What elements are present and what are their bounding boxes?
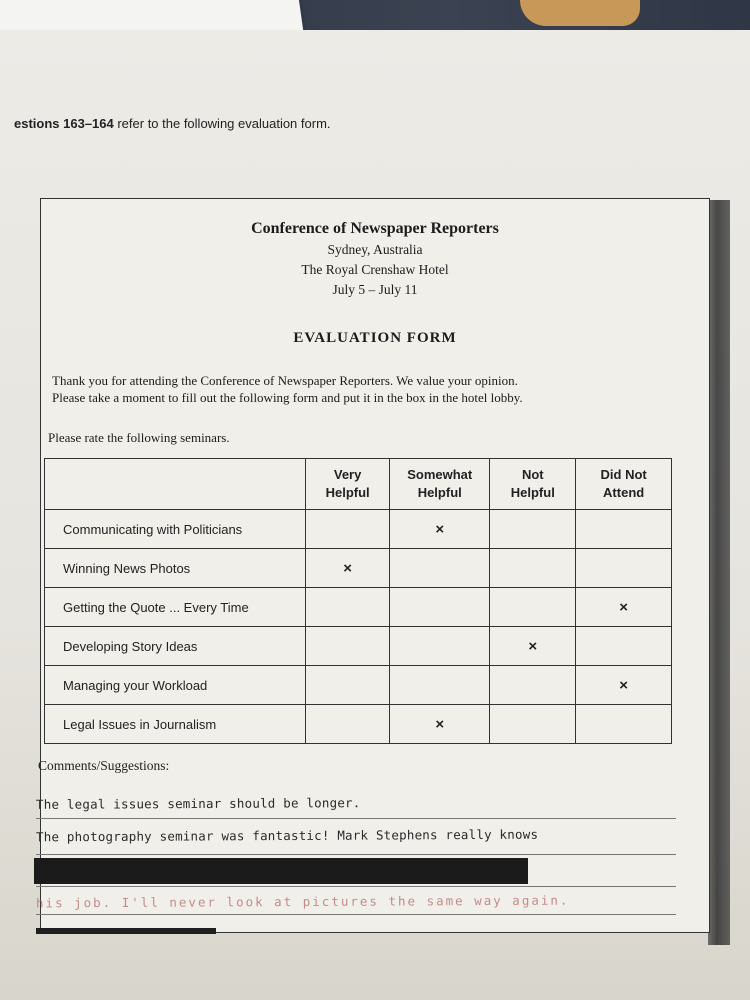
rating-cell bbox=[390, 627, 490, 666]
rating-mark-icon: × bbox=[619, 676, 629, 694]
header-somewhat-helpful: Somewhat Helpful bbox=[390, 459, 490, 510]
seminar-name: Communicating with Politicians bbox=[45, 510, 306, 549]
rating-cell bbox=[306, 588, 390, 627]
rating-cell bbox=[490, 549, 576, 588]
table-row bbox=[45, 666, 672, 705]
question-instruction: refer to the following evaluation form. bbox=[113, 116, 331, 131]
question-numbers: estions 163–164 bbox=[14, 116, 114, 131]
intro-text bbox=[52, 372, 672, 406]
comment-rule bbox=[36, 914, 676, 915]
intro-line: Thank you for attending the Conference of Newspaper Reporters. We value your opinion. bbox=[52, 373, 518, 388]
rate-prompt: Please rate the following seminars. bbox=[48, 430, 230, 445]
rating-cell bbox=[306, 705, 390, 744]
page-bottom-mark bbox=[36, 928, 216, 934]
conference-dates: July 5 – July 11 bbox=[332, 282, 418, 297]
conference-city: Sydney, Australia bbox=[327, 242, 423, 257]
table-row bbox=[45, 588, 672, 627]
table-row bbox=[45, 627, 672, 666]
rating-cell bbox=[490, 510, 576, 549]
intro-line: Please take a moment to fill out the following form and put it in the box in the hotel lobby. bbox=[52, 390, 523, 405]
comment-line: The photography seminar was fantastic! Mark Stephens really knows bbox=[35, 826, 539, 845]
redaction-bar bbox=[34, 858, 528, 884]
seminar-name: Getting the Quote ... Every Time bbox=[45, 588, 306, 627]
rating-cell bbox=[390, 666, 490, 705]
form-title: EVALUATION FORM bbox=[293, 330, 457, 346]
seminar-name: Developing Story Ideas bbox=[45, 627, 306, 666]
rating-cell bbox=[576, 627, 672, 666]
rating-cell bbox=[576, 588, 672, 627]
seminar-name: Winning News Photos bbox=[45, 549, 306, 588]
rating-cell bbox=[490, 588, 576, 627]
rating-cell bbox=[306, 510, 390, 549]
background-orange-object bbox=[520, 0, 640, 26]
rating-cell bbox=[390, 510, 490, 549]
rating-cell bbox=[576, 705, 672, 744]
rating-cell bbox=[576, 549, 672, 588]
rating-cell bbox=[576, 666, 672, 705]
seminar-name: Legal Issues in Journalism bbox=[45, 705, 306, 744]
question-header bbox=[14, 116, 331, 131]
table-header-row bbox=[45, 459, 672, 510]
seminar-rating-table bbox=[44, 458, 672, 744]
header-very-helpful: Very Helpful bbox=[306, 459, 390, 510]
table-row bbox=[45, 549, 672, 588]
rating-mark-icon: × bbox=[528, 637, 538, 655]
rating-mark-icon: × bbox=[343, 559, 352, 577]
conference-title: Conference of Newspaper Reporters bbox=[251, 220, 499, 237]
page-edge-shadow bbox=[708, 200, 730, 945]
header-did-not-attend: Did Not Attend bbox=[576, 459, 672, 510]
conference-venue: The Royal Crenshaw Hotel bbox=[301, 262, 449, 277]
header-blank-cell bbox=[45, 459, 306, 510]
comment-rule bbox=[36, 818, 676, 819]
table-row bbox=[45, 510, 672, 549]
rating-cell bbox=[576, 510, 672, 549]
rating-mark-icon: × bbox=[435, 520, 445, 538]
rating-cell bbox=[390, 705, 490, 744]
rating-cell bbox=[490, 627, 576, 666]
rating-cell bbox=[306, 666, 390, 705]
header-not-helpful: Not Helpful bbox=[490, 459, 576, 510]
table-row bbox=[45, 705, 672, 744]
rating-cell bbox=[490, 705, 576, 744]
rating-cell bbox=[306, 627, 390, 666]
seminar-name: Managing your Workload bbox=[45, 666, 306, 705]
conference-header bbox=[0, 218, 750, 300]
rating-cell bbox=[490, 666, 576, 705]
rating-cell bbox=[390, 549, 490, 588]
rating-cell bbox=[390, 588, 490, 627]
rating-cell bbox=[306, 549, 390, 588]
comment-rule bbox=[36, 854, 676, 855]
comments-label: Comments/Suggestions: bbox=[38, 758, 170, 773]
comment-line: The legal issues seminar should be longer. bbox=[35, 795, 361, 812]
comment-rule bbox=[36, 886, 676, 887]
rating-mark-icon: × bbox=[435, 715, 445, 733]
rating-mark-icon: × bbox=[619, 598, 629, 616]
comment-line: his job. I'll never look at pictures the same way again. bbox=[35, 892, 570, 911]
